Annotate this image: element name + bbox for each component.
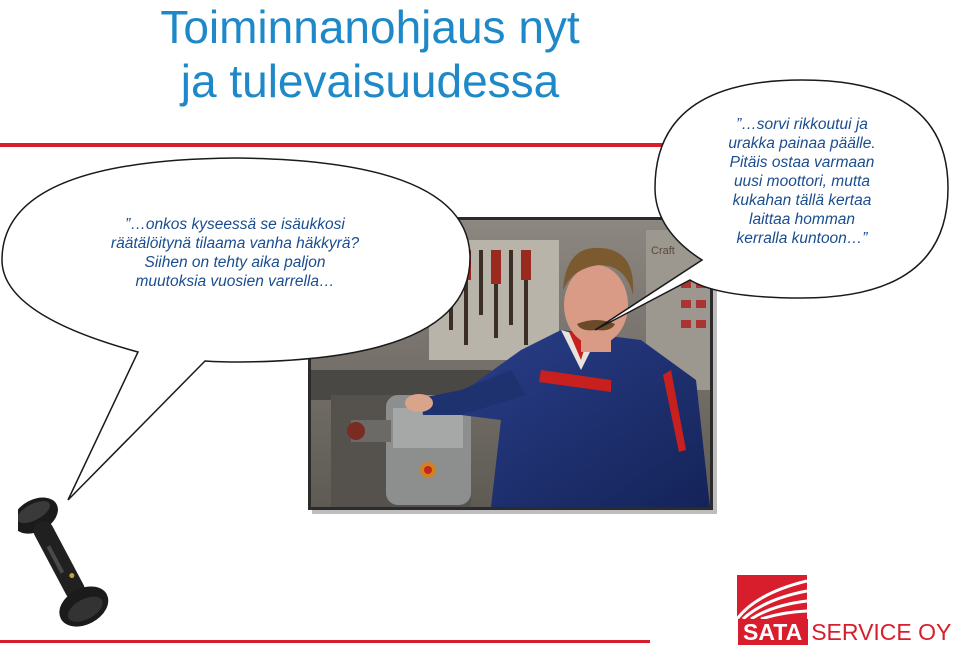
right-bubble-line: ”…sorvi rikkoutui ja bbox=[736, 116, 868, 133]
left-bubble-line: muutoksia vuosien varrella… bbox=[135, 273, 335, 290]
left-bubble-shape bbox=[2, 158, 470, 500]
right-bubble-text bbox=[680, 115, 924, 248]
left-bubble-line: räätälöitynä tilaama vanha häkkyrä? bbox=[110, 235, 360, 252]
bottom-divider bbox=[0, 640, 650, 643]
left-bubble-text bbox=[40, 215, 430, 291]
right-bubble-line: Pitäis ostaa varmaan bbox=[729, 154, 875, 171]
telephone-handset-icon bbox=[18, 478, 138, 628]
craft-sign: Craft bbox=[651, 245, 675, 257]
title-line-1: Toiminnanohjaus nyt bbox=[160, 1, 580, 53]
title-line-2: ja tulevaisuudessa bbox=[180, 55, 560, 107]
right-bubble-line: kukahan tällä kertaa bbox=[732, 192, 872, 209]
right-bubble-line: urakka painaa päälle. bbox=[728, 135, 876, 152]
logo-sata: SATA bbox=[738, 619, 808, 645]
right-bubble-line: laittaa homman bbox=[749, 211, 855, 228]
right-bubble-line: uusi moottori, mutta bbox=[733, 173, 871, 190]
company-logo bbox=[738, 619, 951, 645]
sata-logo-mark-icon bbox=[737, 575, 807, 619]
right-bubble-line: kerralla kuntoon…” bbox=[736, 230, 868, 247]
left-bubble-line: ”…onkos kyseessä se isäukkosi bbox=[125, 216, 345, 233]
left-bubble-line: Siihen on tehty aika paljon bbox=[144, 254, 326, 271]
logo-service: SERVICE OY bbox=[811, 619, 952, 645]
